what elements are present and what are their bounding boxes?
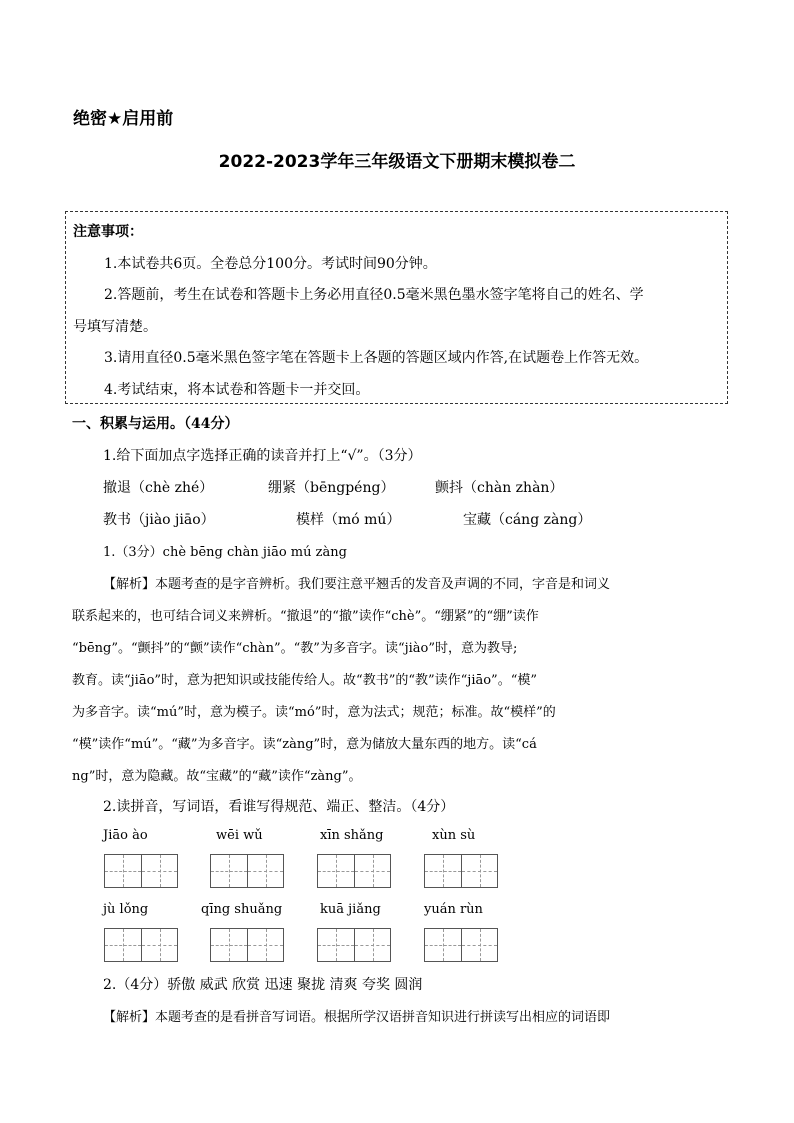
writing-grid[interactable] <box>424 854 498 888</box>
pinyin-label: wēi wǔ <box>216 828 263 843</box>
q1-option: 教书（jiào jiāo） <box>103 512 215 528</box>
pinyin-label: yuán rùn <box>424 902 483 917</box>
exam-title: 2022-2023学年三年级语文下册期末模拟卷二 <box>218 152 576 172</box>
notice-item-3: 3.请用直径0.5毫米黑色签字笔在答题卡上各题的答题区域内作答,在试题卷上作答无效。 <box>104 350 649 366</box>
notice-item-2a: 2.答题前，考生在试卷和答题卡上务必用直径0.5毫米黑色墨水签字笔将自己的姓名、学 <box>104 287 644 303</box>
q1-analysis-line: “模”读作“mú”。“藏”为多音字。读“zàng”时，意为储放大量东西的地方。读“cá <box>72 737 537 752</box>
q1-analysis-line: 联系起来的，也可结合词义来辨析。“撤退”的“撤”读作“chè”。“绷紧”的“绷”读作 <box>72 609 539 624</box>
q2-prompt: 2.读拼音，写词语，看谁写得规范、端正、整洁。（4分） <box>103 799 455 815</box>
pinyin-label: qīng shuǎng <box>201 902 283 917</box>
notice-item-4: 4.考试结束，将本试卷和答题卡一并交回。 <box>104 382 370 398</box>
q1-analysis-line: 教育。读“jiāo”时，意为把知识或技能传给人。故“教书”的“教”读作“jiāo”。“模” <box>72 673 537 688</box>
pinyin-label: kuā jiǎng <box>320 902 381 917</box>
q1-option: 颤抖（chàn zhàn） <box>435 480 564 496</box>
pinyin-label: jù lǒng <box>103 902 149 917</box>
q1-analysis-line: “bēng”。“颤抖”的“颤”读作“chàn”。“教”为多音字。读“jiào”时，意为教导; <box>72 641 518 656</box>
writing-grid[interactable] <box>210 854 284 888</box>
writing-grid[interactable] <box>424 928 498 962</box>
writing-grid[interactable] <box>317 928 391 962</box>
q1-option: 宝藏（cáng zàng） <box>463 512 592 528</box>
writing-grid[interactable] <box>104 928 178 962</box>
notice-item-1: 1.本试卷共6页。全卷总分100分。考试时间90分钟。 <box>104 256 437 272</box>
section-heading: 一、积累与运用。（44分） <box>72 416 239 432</box>
q1-prompt: 1.给下面加点字选择正确的读音并打上“√”。（3分） <box>103 448 422 464</box>
writing-grid[interactable] <box>104 854 178 888</box>
q2-analysis-line: 【解析】本题考查的是看拼音写词语。根据所学汉语拼音知识进行拼读写出相应的词语即 <box>103 1010 611 1025</box>
q1-answer: 1.（3分）chè bēng chàn jiāo mú zàng <box>103 545 347 560</box>
confidential-label: 绝密★启用前 <box>73 109 174 129</box>
pinyin-label: Jiāo ào <box>103 828 148 843</box>
q1-option: 撤退（chè zhé） <box>103 480 214 496</box>
q1-analysis-line: 【解析】本题考查的是字音辨析。我们要注意平翘舌的发音及声调的不同，字音是和词义 <box>103 577 611 592</box>
notice-box <box>65 211 728 404</box>
q1-analysis-line: ng”时，意为隐藏。故“宝藏”的“藏”读作“zàng”。 <box>72 769 362 784</box>
q1-analysis-line: 为多音字。读“mú”时，意为模子。读“mó”时，意为法式；规范；标准。故“模样”的 <box>72 705 556 720</box>
writing-grid[interactable] <box>210 928 284 962</box>
q1-option: 模样（mó mú） <box>296 512 401 528</box>
pinyin-label: xīn shǎng <box>320 828 384 843</box>
writing-grid[interactable] <box>317 854 391 888</box>
notice-heading: 注意事项： <box>73 224 143 240</box>
pinyin-label: xùn sù <box>432 828 476 843</box>
notice-item-2b: 号填写清楚。 <box>73 319 157 335</box>
q2-answer: 2.（4分）骄傲 威武 欣赏 迅速 聚拢 清爽 夸奖 圆润 <box>103 977 423 993</box>
q1-option: 绷紧（bēngpéng） <box>268 480 395 496</box>
